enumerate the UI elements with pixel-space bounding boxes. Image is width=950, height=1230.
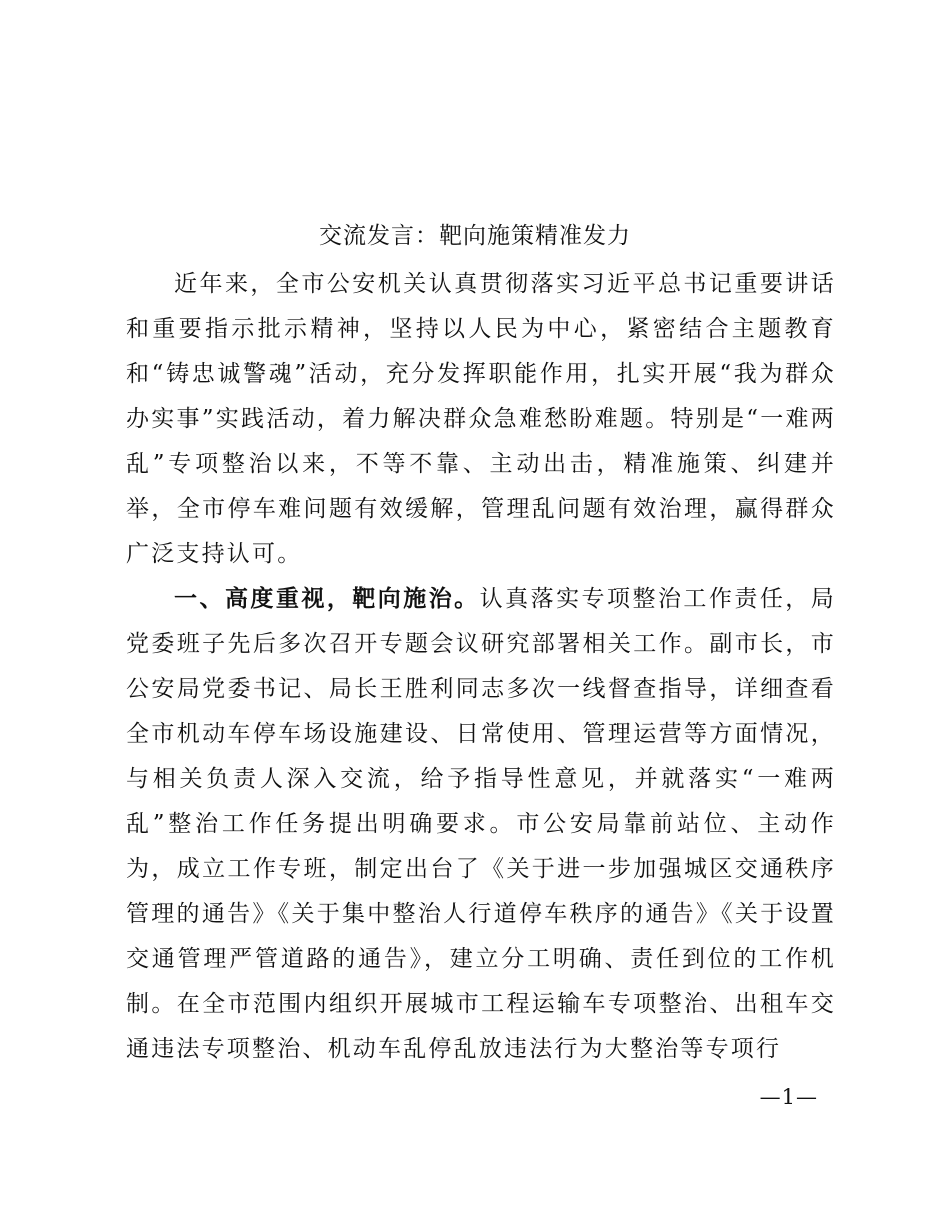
document-body bbox=[126, 262, 836, 1072]
paragraph-section-one bbox=[126, 577, 836, 1072]
paragraph-intro bbox=[126, 262, 836, 577]
section-one-text: 认真落实专项整治工作责任，局党委班子先后多次召开专题会议研究部署相关工作。副市长，市公安局党委书记、局长王胜利同志多次一线督查指导，详细查看全市机动车停车场设施建设、日常使用、管理运营等方面情况，与相关负责人深入交流，给予指导性意见，并就落实“一难两乱”整治工作任务提出明确要求。市公安局靠前站位、主动作为，成立工作专班，制定出台了《关于进一步加强城区交通秩序管理的通告》《关于集中整治人行道停车秩序的通告》《关于设置交通管理严管道路的通告》，建立分工明确、责任到位的工作机制。在全市范围内组织开展城市工程运输车专项整治、出租车交通违法专项整治、机动车乱停乱放违法行为大整治等专项行 bbox=[126, 586, 836, 1062]
document-title: 交流发言：靶向施策精准发力 bbox=[319, 223, 631, 249]
section-one-heading: 一、高度重视，靶向施治。 bbox=[174, 586, 480, 612]
paragraph-intro-text: 近年来，全市公安机关认真贯彻落实习近平总书记重要讲话和重要指示批示精神，坚持以人民为中心，紧密结合主题教育和“铸忠诚警魂”活动，充分发挥职能作用，扎实开展“我为群众办实事”实践活动，着力解决群众急难愁盼难题。特别是“一难两乱”专项整治以来，不等不靠、主动出击，精准施策、纠建并举，全市停车难问题有效缓解，管理乱问题有效治理，赢得群众广泛支持认可。 bbox=[126, 271, 836, 567]
page-number: —1— bbox=[759, 1085, 818, 1109]
